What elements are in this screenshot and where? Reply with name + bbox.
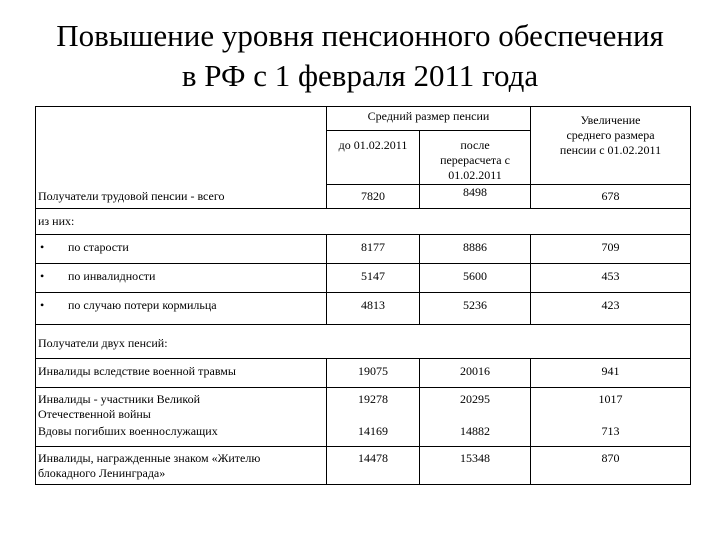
row-label-l1: Инвалиды, награжденные знаком «Жителю bbox=[38, 450, 261, 465]
value-before: 19278 bbox=[327, 388, 420, 423]
value-after: 5600 bbox=[420, 264, 531, 293]
header-after bbox=[420, 131, 531, 185]
row-label bbox=[36, 388, 327, 423]
row-label bbox=[36, 446, 327, 484]
header-corner-cell-lower bbox=[36, 131, 327, 185]
table-row bbox=[36, 446, 691, 484]
table-row bbox=[36, 388, 691, 423]
header-avg-pension: Средний размер пенсии bbox=[327, 107, 531, 131]
value-increase: 678 bbox=[531, 185, 691, 209]
header-after-l1: после bbox=[460, 138, 490, 152]
row-label-text: по случаю потери кормильца bbox=[68, 298, 217, 312]
value-after: 20016 bbox=[420, 359, 531, 388]
value-after: 8886 bbox=[420, 235, 531, 264]
value-before: 8177 bbox=[327, 235, 420, 264]
row-label: Вдовы погибших военнослужащих bbox=[36, 422, 327, 446]
value-after: 5236 bbox=[420, 293, 531, 325]
value-before: 5147 bbox=[327, 264, 420, 293]
table-row bbox=[36, 422, 691, 446]
row-label bbox=[36, 293, 327, 325]
row-label-text: по инвалидности bbox=[68, 269, 156, 283]
header-before: до 01.02.2011 bbox=[327, 131, 420, 185]
value-increase: 1017 bbox=[531, 388, 691, 423]
section-row bbox=[36, 325, 691, 359]
section-label: Получатели двух пенсий: bbox=[36, 325, 691, 359]
row-label bbox=[36, 235, 327, 264]
header-after-l2: перерасчета с bbox=[440, 153, 510, 167]
section-label: из них: bbox=[36, 209, 691, 235]
value-before: 14169 bbox=[327, 422, 420, 446]
value-increase: 423 bbox=[531, 293, 691, 325]
title-line-1: Повышение уровня пенсионного обеспечения bbox=[56, 18, 664, 53]
pension-table bbox=[35, 106, 691, 485]
bullet-icon: • bbox=[40, 298, 45, 312]
header-increase-l2: среднего размера bbox=[566, 128, 655, 142]
value-increase: 870 bbox=[531, 446, 691, 484]
value-increase: 709 bbox=[531, 235, 691, 264]
row-label-text: по старости bbox=[68, 240, 129, 254]
title-line-2: в РФ с 1 февраля 2011 года bbox=[181, 58, 539, 93]
value-increase: 713 bbox=[531, 422, 691, 446]
row-label: Инвалиды вследствие военной травмы bbox=[36, 359, 327, 388]
header-after-l3: 01.02.2011 bbox=[448, 168, 502, 182]
table-row bbox=[36, 264, 691, 293]
value-increase: 941 bbox=[531, 359, 691, 388]
row-label bbox=[36, 264, 327, 293]
header-increase-l3: пенсии с 01.02.2011 bbox=[559, 143, 662, 157]
value-before: 19075 bbox=[327, 359, 420, 388]
row-label-l2: блокадного Ленинграда» bbox=[38, 465, 166, 480]
value-after: 20295 bbox=[420, 388, 531, 423]
table-row bbox=[36, 185, 691, 209]
value-increase: 453 bbox=[531, 264, 691, 293]
row-label: Получатели трудовой пенсии - всего bbox=[36, 185, 327, 209]
header-increase-l1: Увеличение bbox=[580, 113, 641, 127]
section-row bbox=[36, 209, 691, 235]
value-before: 14478 bbox=[327, 446, 420, 484]
value-after: 15348 bbox=[420, 446, 531, 484]
value-before: 7820 bbox=[327, 185, 420, 209]
table-row bbox=[36, 235, 691, 264]
table-row bbox=[36, 359, 691, 388]
page-title bbox=[0, 16, 720, 96]
row-label-l2: Отечественной войны bbox=[38, 407, 151, 421]
table-row bbox=[36, 293, 691, 325]
value-after: 8498 bbox=[420, 185, 531, 209]
header-increase bbox=[531, 107, 691, 185]
value-after: 14882 bbox=[420, 422, 531, 446]
bullet-icon: • bbox=[40, 269, 45, 283]
bullet-icon: • bbox=[40, 240, 45, 254]
header-corner-cell bbox=[36, 107, 327, 131]
row-label-l1: Инвалиды - участники Великой bbox=[38, 392, 201, 406]
value-before: 4813 bbox=[327, 293, 420, 325]
